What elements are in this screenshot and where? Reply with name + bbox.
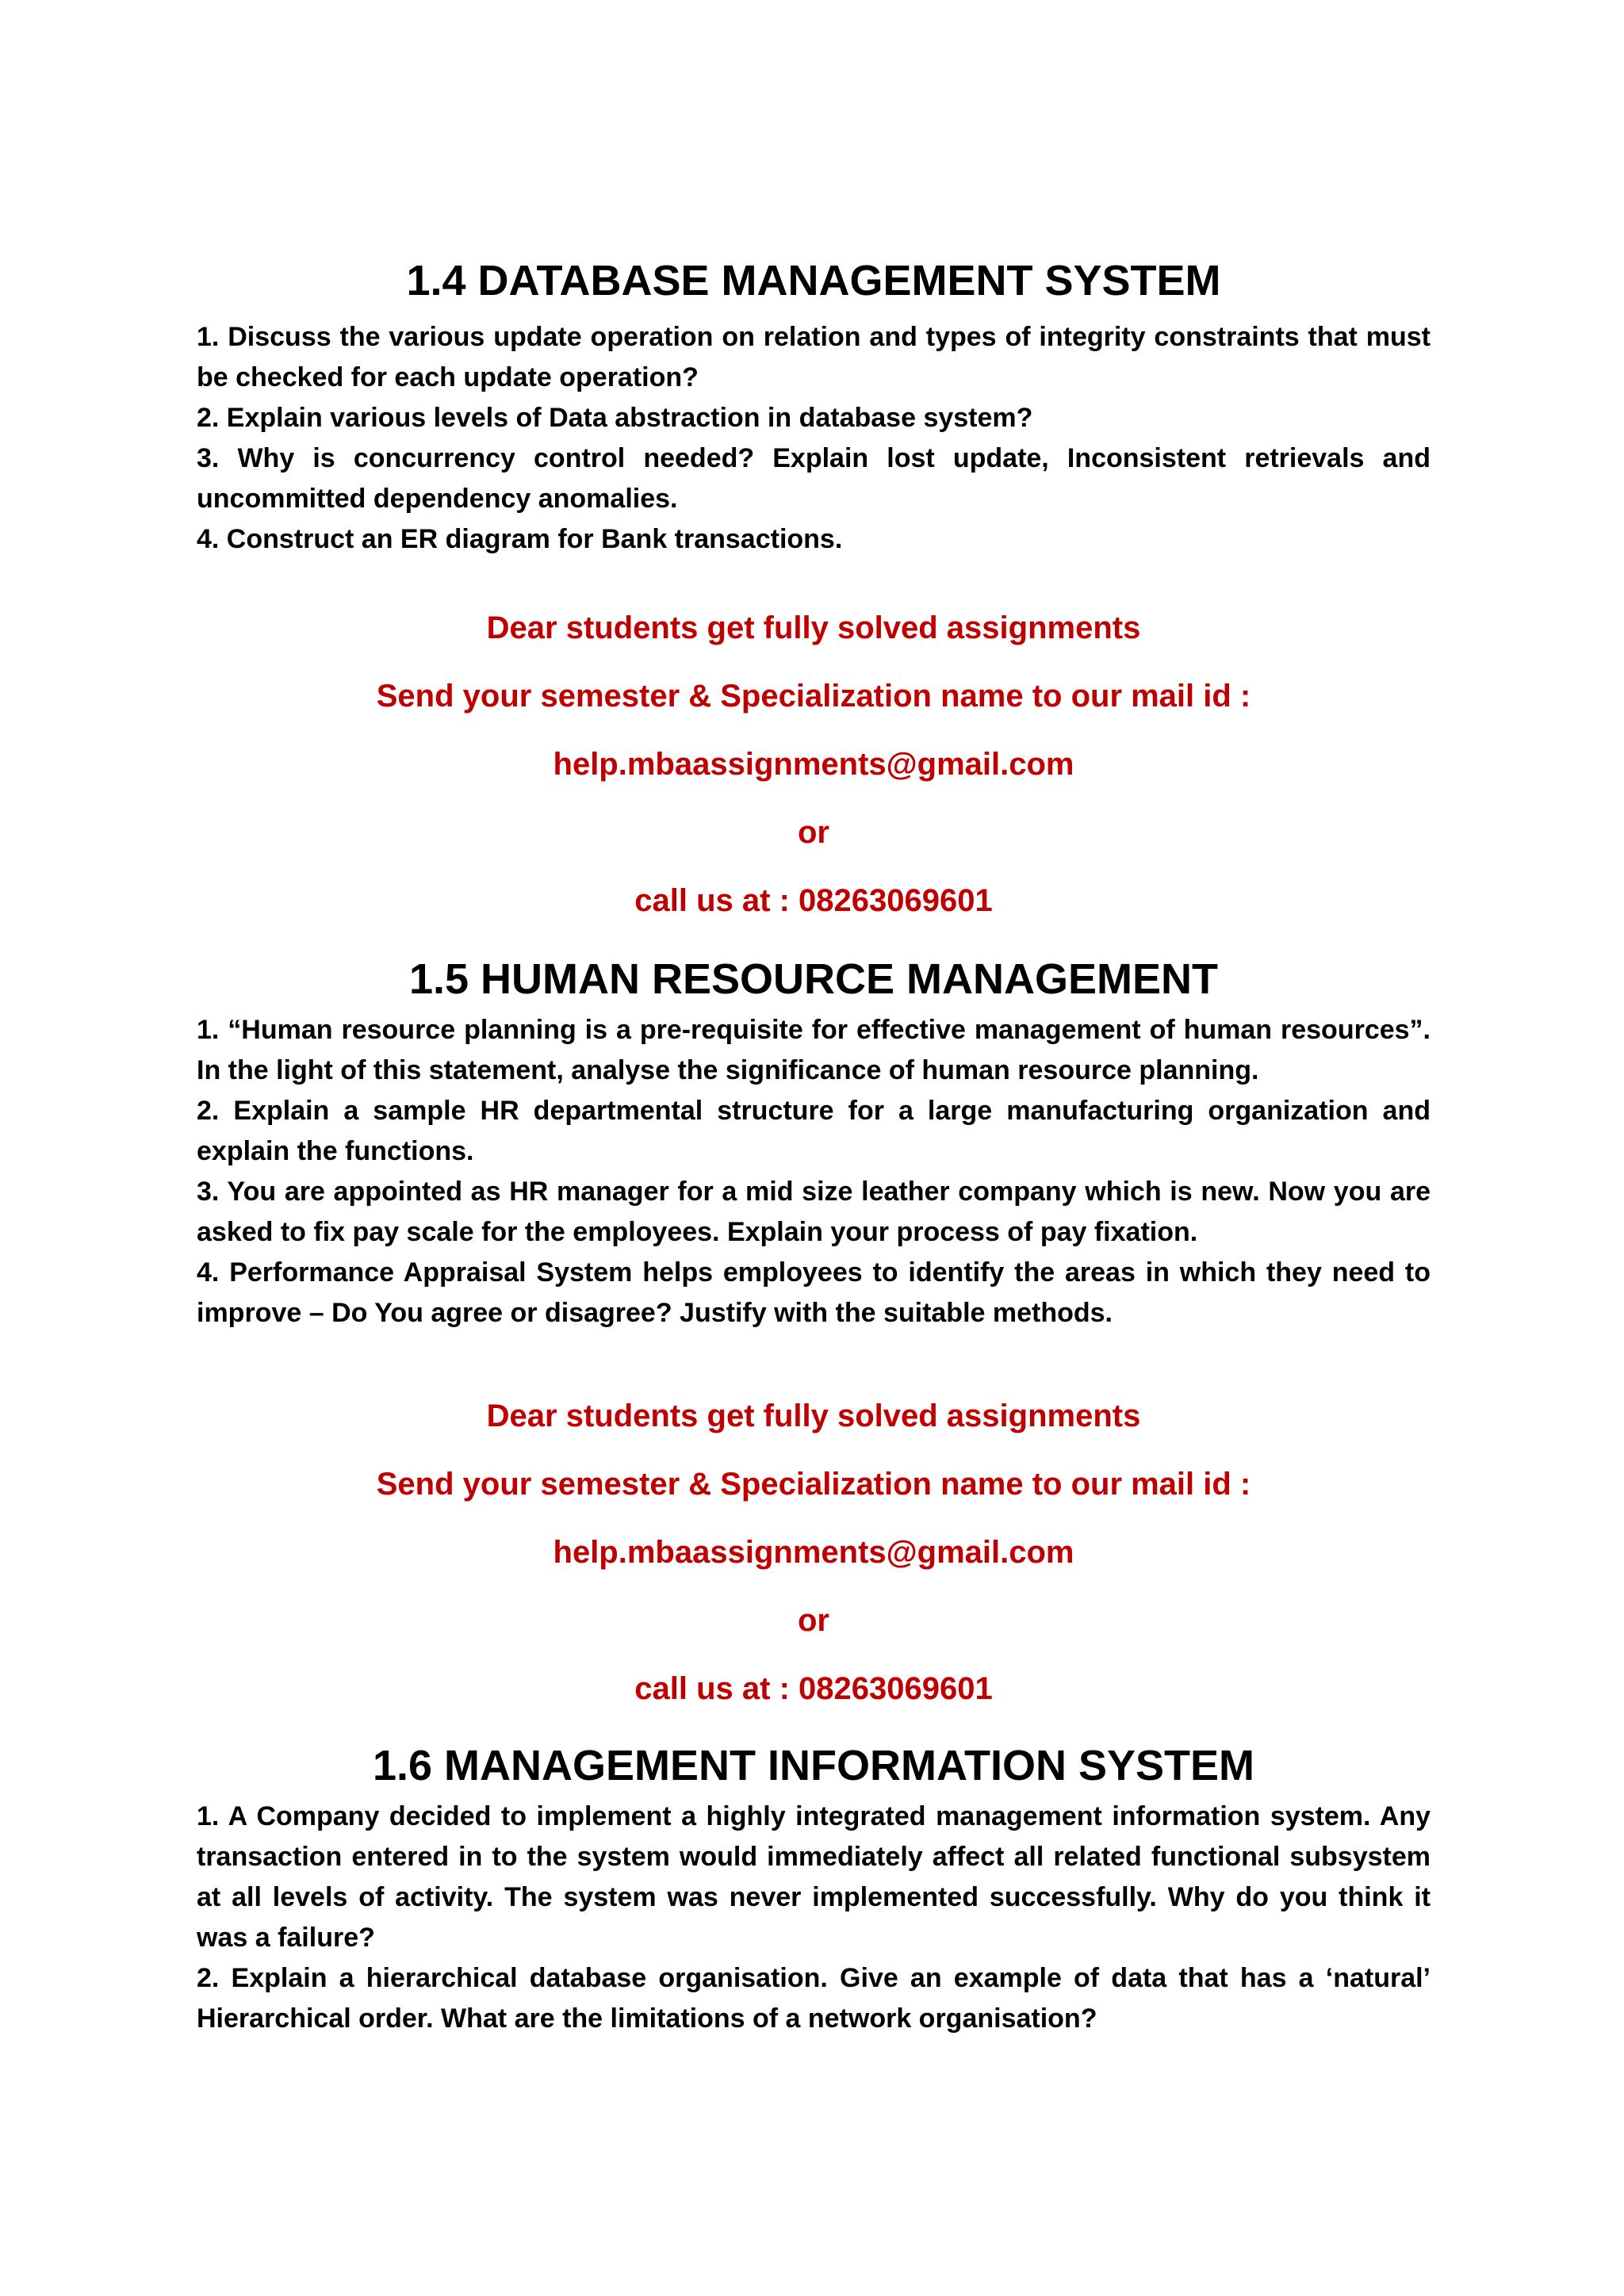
question-item: 1. Discuss the various update operation on relation and types of integrity constraints that must be checked for each update operation?	[197, 322, 1431, 392]
section-title-hrm: 1.5 HUMAN RESOURCE MANAGEMENT	[408, 955, 1219, 1003]
question-item: 2. Explain a hierarchical database organisation. Give an example of data that has a ‘natural’ Hierarchical order. What are the limitations of a network organisation?	[197, 1963, 1431, 2034]
question-item: 2. Explain various levels of Data abstraction in database system?	[197, 403, 1033, 433]
promo-block	[197, 1397, 1431, 1738]
promo-email: help.mbaassignments@gmail.com	[553, 1535, 1074, 1570]
question-list-dbms	[197, 317, 1431, 560]
question-list-mis	[197, 1797, 1431, 2039]
question-list-hrm	[197, 1010, 1431, 1334]
question-item: 4. Performance Appraisal System helps employees to identify the areas in which they need to improve – Do You agree or disagree? Justify with the suitable methods.	[197, 1257, 1431, 1328]
promo-block	[197, 609, 1431, 950]
promo-instruction-text: Send your semester & Specialization name to our mail id :	[376, 1467, 1251, 1502]
promo-phone: call us at : 08263069601	[634, 1671, 993, 1706]
question-item: 3. You are appointed as HR manager for a mid size leather company which is new. Now you are asked to fix pay scale for the employees. Explain your process of pay fixation.	[197, 1177, 1431, 1247]
question-item: 3. Why is concurrency control needed? Explain lost update, Inconsistent retrievals and uncommitted dependency anomalies.	[197, 443, 1431, 514]
question-item: 1. A Company decided to implement a highly integrated management information system. Any transaction entered in to the system would immediately affect all related functional subsystem at all levels of activity. The system was never implemented successfully. Why do you think it was a failure?	[197, 1801, 1431, 1953]
question-item: 1. “Human resource planning is a pre-requisite for effective management of human resources”. In the light of this statement, analyse the significance of human resource planning.	[197, 1015, 1431, 1085]
promo-or: or	[798, 815, 829, 850]
question-item: 2. Explain a sample HR departmental structure for a large manufacturing organization and explain the functions.	[197, 1096, 1431, 1166]
promo-offer-text: Dear students get fully solved assignments	[486, 610, 1141, 645]
promo-phone: call us at : 08263069601	[634, 883, 993, 918]
promo-offer-text: Dear students get fully solved assignments	[486, 1399, 1141, 1433]
question-item: 4. Construct an ER diagram for Bank transactions.	[197, 524, 843, 554]
promo-email: help.mbaassignments@gmail.com	[553, 747, 1074, 782]
section-title-mis: 1.6 MANAGEMENT INFORMATION SYSTEM	[372, 1742, 1255, 1789]
section-title-dbms: 1.4 DATABASE MANAGEMENT SYSTEM	[406, 257, 1221, 304]
promo-or: or	[798, 1603, 829, 1638]
promo-instruction-text: Send your semester & Specialization name to our mail id :	[376, 679, 1251, 714]
